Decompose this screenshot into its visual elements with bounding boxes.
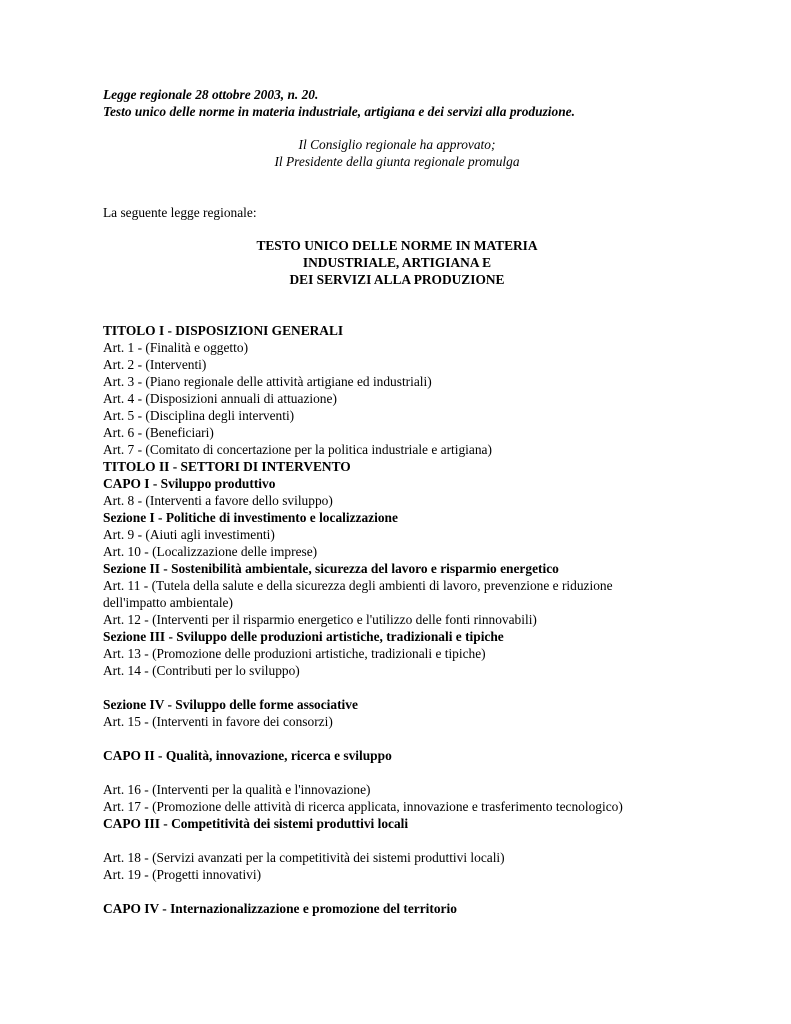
toc-sezione: Sezione III - Sviluppo delle produzioni artistiche, tradizionali e tipiche — [103, 629, 504, 644]
toc-article: Art. 1 - (Finalità e oggetto) — [103, 340, 249, 355]
toc-article: Art. 12 - (Interventi per il risparmio energetico e l'utilizzo delle fonti rinnovabili) — [103, 612, 537, 627]
toc-article: Art. 16 - (Interventi per la qualità e l'innovazione) — [103, 782, 371, 797]
toc-article: Art. 15 - (Interventi in favore dei consorzi) — [103, 714, 333, 729]
toc-article: Art. 8 - (Interventi a favore dello sviluppo) — [103, 493, 333, 508]
intro-text: La seguente legge regionale: — [103, 205, 257, 220]
toc-article: Art. 14 - (Contributi per lo sviluppo) — [103, 663, 300, 678]
document-page — [103, 86, 703, 917]
toc-titolo: TITOLO II - SETTORI DI INTERVENTO — [103, 459, 351, 474]
toc-article: Art. 7 - (Comitato di concertazione per la politica industriale e artigiana) — [103, 442, 492, 457]
toc-article: Art. 18 - (Servizi avanzati per la competitività dei sistemi produttivi locali) — [103, 850, 505, 865]
toc-article: Art. 3 - (Piano regionale delle attività artigiane ed industriali) — [103, 374, 432, 389]
toc-article: Art. 17 - (Promozione delle attività di ricerca applicata, innovazione e trasferimento tecnologico) — [103, 799, 623, 814]
toc-sezione: Sezione I - Politiche di investimento e localizzazione — [103, 510, 398, 525]
toc-capo: CAPO IV - Internazionalizzazione e promozione del territorio — [103, 901, 457, 916]
toc-article: Art. 13 - (Promozione delle produzioni artistiche, tradizionali e tipiche) — [103, 646, 486, 661]
toc-capo: CAPO III - Competitività dei sistemi produttivi locali — [103, 816, 409, 831]
toc-article: Art. 9 - (Aiuti agli investimenti) — [103, 527, 275, 542]
toc-article: Art. 19 - (Progetti innovativi) — [103, 867, 262, 882]
toc-article: Art. 5 - (Disciplina degli interventi) — [103, 408, 295, 423]
toc-capo: CAPO II - Qualità, innovazione, ricerca e sviluppo — [103, 748, 392, 763]
law-subtitle: Testo unico delle norme in materia industriale, artigiana e dei servizi alla produzione. — [103, 104, 575, 119]
main-title-line-3: DEI SERVIZI ALLA PRODUZIONE — [289, 272, 505, 287]
toc-sezione: Sezione II - Sostenibilità ambientale, sicurezza del lavoro e risparmio energetico — [103, 561, 559, 576]
main-title-line-1: TESTO UNICO DELLE NORME IN MATERIA — [256, 238, 538, 253]
toc-sezione: Sezione IV - Sviluppo delle forme associative — [103, 697, 358, 712]
toc-article: Art. 2 - (Interventi) — [103, 357, 207, 372]
law-reference: Legge regionale 28 ottobre 2003, n. 20. — [103, 87, 319, 102]
toc-article: Art. 6 - (Beneficiari) — [103, 425, 214, 440]
preamble-line-2: Il Presidente della giunta regionale promulga — [274, 154, 520, 169]
preamble-line-1: Il Consiglio regionale ha approvato; — [298, 137, 496, 152]
toc-article: Art. 4 - (Disposizioni annuali di attuazione) — [103, 391, 337, 406]
toc-article: Art. 10 - (Localizzazione delle imprese) — [103, 544, 318, 559]
toc-capo: CAPO I - Sviluppo produttivo — [103, 476, 276, 491]
table-of-contents — [103, 322, 703, 917]
toc-article: Art. 11 - (Tutela della salute e della sicurezza degli ambienti di lavoro, prevenzione e riduzione dell'impatto ambientale) — [103, 578, 613, 610]
main-title-line-2: INDUSTRIALE, ARTIGIANA E — [302, 255, 492, 270]
toc-titolo: TITOLO I - DISPOSIZIONI GENERALI — [103, 323, 344, 338]
